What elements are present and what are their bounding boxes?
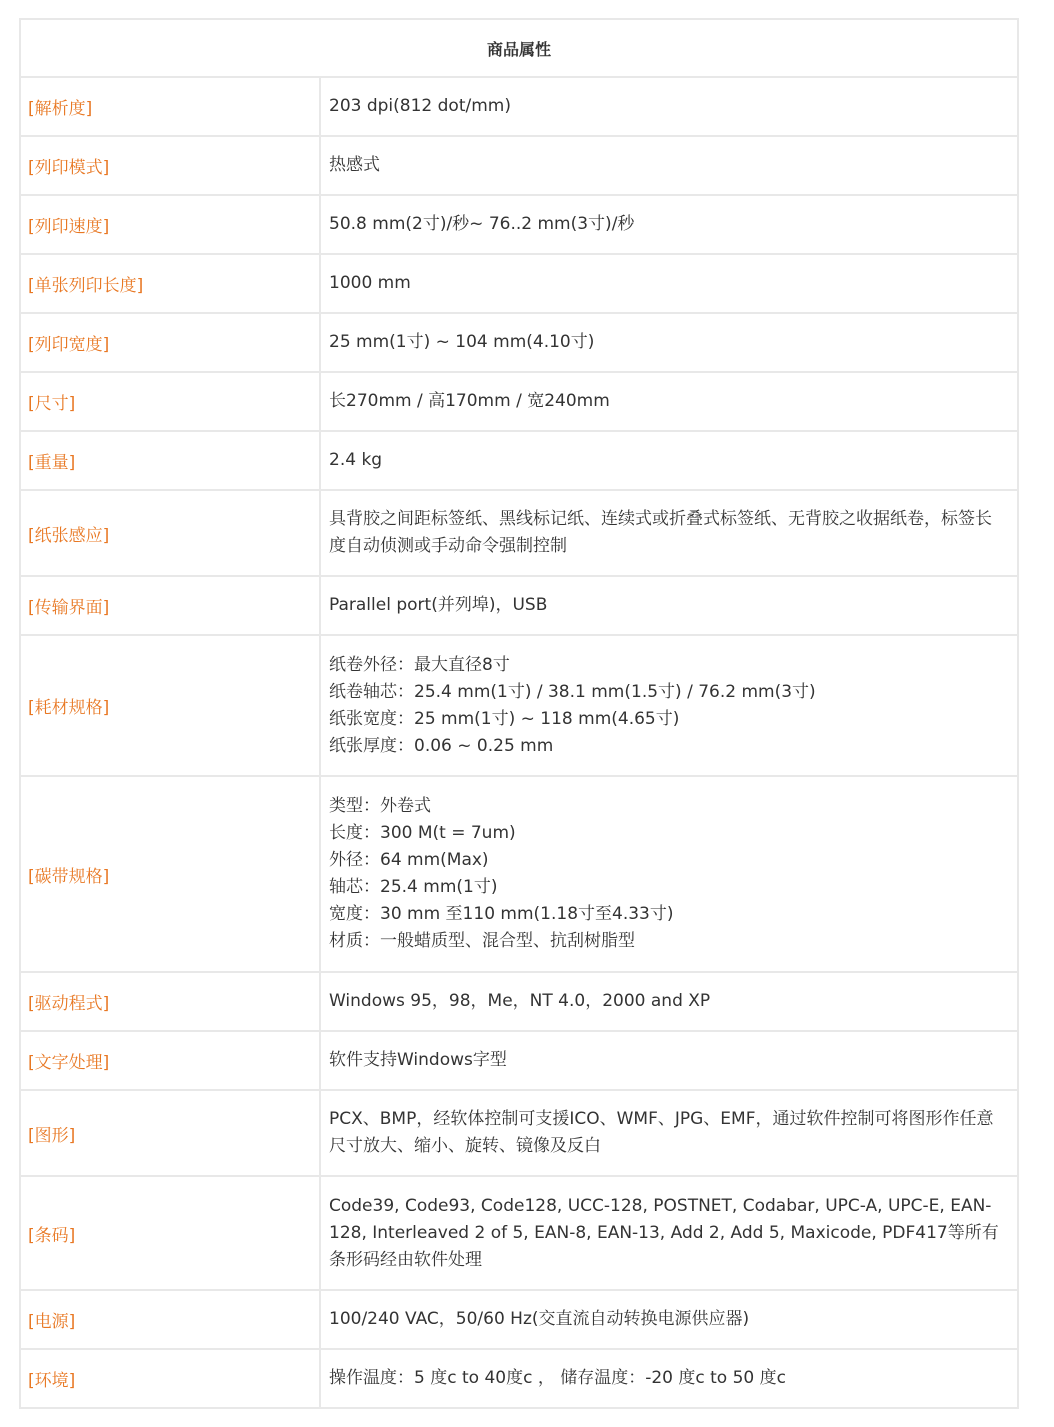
value-text: Code39, Code93, Code128, UCC-128, POSTNET, Codabar, UPC-A, UPC-E, EAN-128, Interleaved 2 of 5, EAN-8, EAN-13, Add 2, Add 5, Maxicode, PDF417等所有条形码经由软件处理 (329, 1195, 999, 1270)
row-value (320, 1031, 1018, 1090)
table-row-print-mode (20, 136, 1018, 195)
row-label: [文字处理] (20, 1031, 320, 1090)
row-value (320, 1090, 1018, 1176)
row-value (320, 136, 1018, 195)
table-row-interface (20, 576, 1018, 635)
row-label: [电源] (20, 1290, 320, 1349)
row-label: [图形] (20, 1090, 320, 1176)
value-line: 203 dpi(812 dot/mm) (329, 96, 511, 116)
value-line: 长270mm / 高170mm / 宽240mm (329, 391, 610, 411)
table-row-text-processing (20, 1031, 1018, 1090)
value-line: 操作温度：5 度c to 40度c ， 储存温度：-20 度c to 50 度c (329, 1368, 786, 1388)
table-row-ribbon-specs (20, 776, 1018, 972)
value-line: 宽度：30 mm 至110 mm(1.18寸至4.33寸) (329, 904, 674, 924)
value-line: Windows 95，98，Me，NT 4.0，2000 and XP (329, 991, 711, 1011)
table-row-dimensions (20, 372, 1018, 431)
value-line: 纸张厚度：0.06 ~ 0.25 mm (329, 735, 554, 756)
table-title: 商品属性 (20, 19, 1018, 77)
row-value (320, 1349, 1018, 1408)
table-row-paper-sensing (20, 490, 1018, 576)
row-label: [列印宽度] (20, 313, 320, 372)
row-label: [条码] (20, 1176, 320, 1290)
value-line: 热感式 (329, 155, 380, 175)
row-label: [纸张感应] (20, 490, 320, 576)
row-value (320, 313, 1018, 372)
row-label: [单张列印长度] (20, 254, 320, 313)
row-label: [列印速度] (20, 195, 320, 254)
row-value (320, 254, 1018, 313)
row-label: [尺寸] (20, 372, 320, 431)
table-row-resolution (20, 77, 1018, 136)
table-row-power (20, 1290, 1018, 1349)
value-line: 纸卷轴芯：25.4 mm(1寸) / 38.1 mm(1.5寸) / 76.2 mm(3寸) (329, 681, 816, 702)
row-label: [驱动程式] (20, 972, 320, 1031)
row-value (320, 776, 1018, 972)
row-label: [列印模式] (20, 136, 320, 195)
value-line: 轴芯：25.4 mm(1寸) (329, 877, 498, 897)
table-row-print-length (20, 254, 1018, 313)
row-value (320, 77, 1018, 136)
row-value (320, 490, 1018, 576)
row-label: [解析度] (20, 77, 320, 136)
row-value (320, 1290, 1018, 1349)
row-label: [耗材规格] (20, 635, 320, 776)
table-row-media-specs (20, 635, 1018, 776)
table-row-environment (20, 1349, 1018, 1408)
row-value (320, 195, 1018, 254)
value-line: 50.8 mm(2寸)/秒~ 76..2 mm(3寸)/秒 (329, 214, 635, 234)
value-line: 外径：64 mm(Max) (329, 850, 489, 870)
value-line: 纸张宽度：25 mm(1寸) ~ 118 mm(4.65寸) (329, 708, 680, 729)
row-value (320, 1176, 1018, 1290)
table-row-weight (20, 431, 1018, 490)
value-line: 25 mm(1寸) ~ 104 mm(4.10寸) (329, 332, 595, 352)
product-attributes-table (19, 18, 1019, 1409)
table-row-driver (20, 972, 1018, 1031)
table-row-graphics (20, 1090, 1018, 1176)
value-line: 长度：300 M(t = 7um) (329, 823, 516, 843)
table-row-print-speed (20, 195, 1018, 254)
table-row-print-width (20, 313, 1018, 372)
value-text: 具背胶之间距标签纸、黑线标记纸、连续式或折叠式标签纸、无背胶之收据纸卷，标签长度自动侦测或手动命令强制控制 (329, 509, 992, 556)
value-line: 2.4 kg (329, 450, 383, 470)
table-row-barcode (20, 1176, 1018, 1290)
row-label: [重量] (20, 431, 320, 490)
row-label: [环境] (20, 1349, 320, 1408)
value-line: 1000 mm (329, 273, 411, 293)
row-label: [碳带规格] (20, 776, 320, 972)
product-attributes-table-container (19, 18, 1017, 1409)
value-line: 软件支持Windows字型 (329, 1050, 507, 1070)
value-line: 材质：一般蜡质型、混合型、抗刮树脂型 (329, 931, 635, 951)
row-value (320, 431, 1018, 490)
row-value (320, 576, 1018, 635)
value-line: 100/240 VAC，50/60 Hz(交直流自动转换电源供应器) (329, 1309, 750, 1329)
row-value (320, 635, 1018, 776)
value-line: 纸卷外径：最大直径8寸 (329, 654, 510, 675)
value-text: PCX、BMP，经软体控制可支援ICO、WMF、JPG、EMF，通过软件控制可将图形作任意尺寸放大、缩小、旋转、镜像及反白 (329, 1109, 994, 1156)
row-value (320, 972, 1018, 1031)
row-label: [传输界面] (20, 576, 320, 635)
value-line: Parallel port(并列埠)，USB (329, 595, 548, 615)
row-value (320, 372, 1018, 431)
value-line: 类型：外卷式 (329, 796, 431, 816)
